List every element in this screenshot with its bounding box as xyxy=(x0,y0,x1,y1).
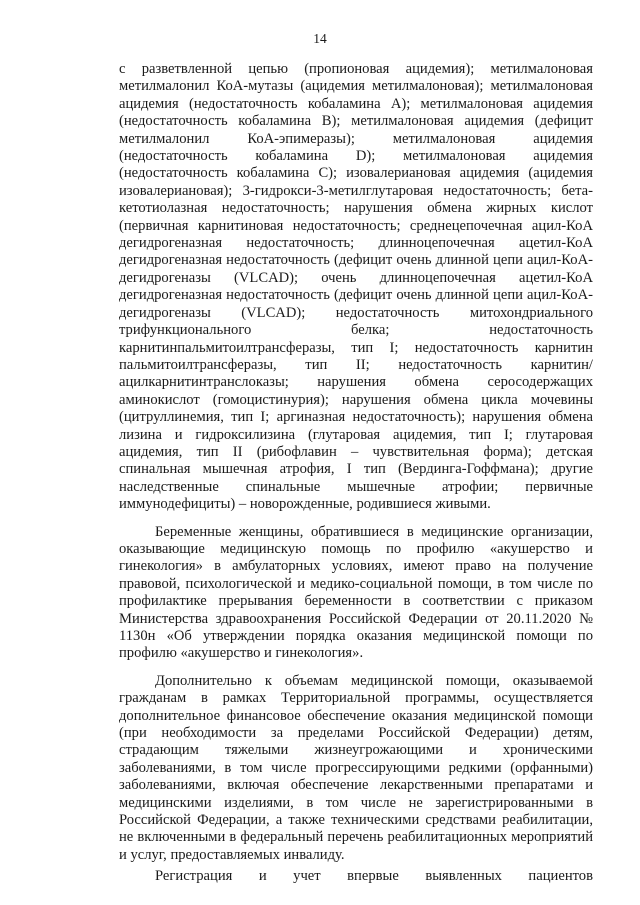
page-number: 14 xyxy=(313,31,327,46)
paragraph-neonatal-screening-list: с разветвленной цепью (пропионовая ацидемия); метилмалоновая метилмалонил КоА-мутазы (ацидемия метилмалоновая); метилмалоновая ацидемия (недостаточность кобаламина А); метилмалоновая ацидемия (недостаточность кобаламина В); метилмалоновая ацидемия (дефицит метилмалонил КоА-эпимеразы); метилмалоновая ацидемия (недостаточность кобаламина D); метилмалоновая ацидемия (недостаточность кобаламина С); изовалериановая ацидемия (ацидемия изовалериановая); 3-гидрокси-3-метилглутаровая недостаточность; бета-кетотиолазная недостаточность; нарушения обмена жирных кислот (первичная карнитиновая недостаточность; среднецепочечная ацил-КоА дегидрогеназная недостаточность; длинноцепочечная ацетил-КоА дегидрогеназная недостаточность (дефицит очень длинной цепи ацил-КоА-дегидрогеназы (VLCAD); очень длинноцепочечная ацетил-КоА дегидрогеназная недостаточность (дефицит очень длинной цепи ацил-КоА-дегидрогеназы (VLCAD); недостаточность митохондриального трифункционального белка; недостаточность карнитинпальмитоилтрансферазы, тип I; недостаточность карнитин пальмитоилтрансферазы, тип II; недостаточность карнитин/ацилкарнитинтранслоказы; нарушения обмена серосодержащих аминокислот (гомоцистинурия); нарушения обмена цикла мочевины (цитруллинемия, тип I; аргиназная недостаточность); нарушения обмена лизина и гидроксилизина (глутаровая ацидемия, тип I; глутаровая ацидемия, тип II (рибофлавин – чувствительная форма); детская спинальная мышечная атрофия, I тип (Вердинга-Гоффмана); другие наследственные спинальные мышечные атрофии; первичные иммунодефициты) – новорожденные, родившиеся живыми. xyxy=(119,61,593,513)
document-body xyxy=(119,61,593,886)
paragraph-additional-funding: Дополнительно к объемам медицинской помощи, оказываемой гражданам в рамках Территориальной программы, осуществляется дополнительное финансовое обеспечение оказания медицинской помощи (при необходимости за пределами Российской Федерации) детям, страдающим тяжелыми жизнеугрожающими и хроническими заболеваниями, в том числе прогрессирующими редкими (орфанными) заболеваниями, включая обеспечение лекарственными препаратами и медицинскими изделиями, в том числе не зарегистрированными в Российской Федерации, а также техническими средствами реабилитации, не включенными в федеральный перечень реабилитационных мероприятий и услуг, предоставляемых инвалиду. xyxy=(119,672,593,863)
paragraph-pregnant-women: Беременные женщины, обратившиеся в медицинские организации, оказывающие медицинскую помощь по профилю «акушерство и гинекология» в амбулаторных условиях, имеют право на получение правовой, психологической и медико-социальной помощи, в том числе по профилактике прерывания беременности в соответствии с приказом Министерства здравоохранения Российской Федерации от 20.11.2020 № 1130н «Об утверждении порядка оказания медицинской помощи по профилю «акушерство и гинекология». xyxy=(119,523,593,662)
paragraph-registration: Регистрация и учет впервые выявленных пациентов xyxy=(155,868,593,885)
